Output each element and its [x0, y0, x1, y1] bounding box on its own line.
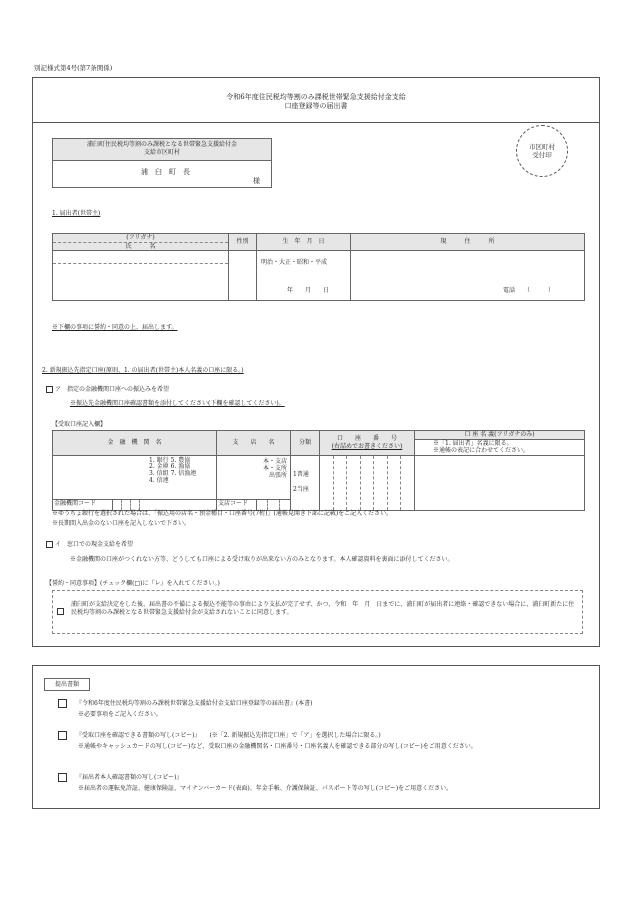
title-line-2: 口座登録等の届出書: [284, 101, 348, 110]
recipient-box: [52, 138, 272, 188]
recipient-org-line-1: 浦臼町住民税均等割のみ課税となる世帯緊急支援給付金: [86, 141, 237, 148]
branch-header: 支 店 名: [217, 431, 291, 456]
document-1-note: ※必要事項をご記入ください。: [78, 711, 163, 718]
account-no-header: [320, 431, 415, 456]
yucho-note: ※ゆうちょ銀行を選択された場合は、「振込用の店名・預金種目・口座番号(7桁)」(通帳見開き下部に記載)をご記入ください。: [52, 510, 393, 517]
branch-input-cell[interactable]: [217, 455, 291, 510]
section1-heading: 1. 届出者(世帯主): [52, 210, 101, 217]
bank-input-cell[interactable]: [53, 455, 217, 510]
recipient-org-line-2: 支給市区町村: [143, 148, 180, 156]
furigana-input[interactable]: [53, 251, 228, 264]
phone-label: 電話 （ ）: [503, 287, 555, 294]
account-type-1[interactable]: 1普通: [293, 471, 309, 479]
furigana-label: (フリガナ): [53, 234, 228, 243]
pledge-text: 浦臼町が支給決定をした後、届出書の不備による振込不能等の事由により支払が完了せず、かつ、令和 年 月 日までに、浦臼町が届出者に連絡・確認できない場合に、浦臼町新たに住民税均等割のみ課税となる世帯緊急支援給付金が支給されないことに同意します。: [71, 601, 575, 616]
recipient-org: [53, 139, 271, 161]
name-header: [53, 234, 229, 251]
document-2-title: 『受取口座を確認できる書類の写し(コピー)』 (※「2. 新規振込先指定口座」で「ア」を選択した場合に限る。): [76, 732, 381, 739]
document-3-title: 『届出者本人確認書類の写し(コピー)』: [76, 774, 183, 781]
option-i-checkbox[interactable]: [46, 541, 53, 548]
account-no-boxes[interactable]: [320, 456, 414, 510]
mayor-name: 浦 臼 町 長: [141, 168, 190, 176]
option-a-row[interactable]: [46, 386, 169, 394]
gender-input-cell[interactable]: [229, 251, 257, 301]
holder-label: 口 座 名 義(フリガナのみ): [415, 431, 584, 440]
date-format: 年 月 日: [287, 287, 330, 294]
dob-input-cell[interactable]: [257, 251, 351, 301]
reception-stamp: 市区町村 受付印: [516, 125, 568, 177]
pledge-checkbox[interactable]: [57, 608, 64, 615]
bank-code-boxes[interactable]: [112, 500, 148, 510]
address-header: 現 住 所: [351, 234, 585, 251]
document-1-checkbox[interactable]: [58, 699, 67, 708]
branch-code-label: 支店コード: [218, 499, 249, 507]
option-i-row[interactable]: [46, 541, 133, 549]
name-label: 氏 名: [125, 242, 156, 250]
option-a-note: ※振込先金融機関口座確認書類を添付してください(下欄を確認してください)。: [70, 400, 285, 407]
bank-code-row[interactable]: [53, 499, 216, 510]
account-no-label: 口 座 番 号: [336, 435, 397, 443]
title-line-1: 令和6年度住民税均等割のみ課税世帯緊急支援給付金支給: [226, 93, 406, 101]
era-options: 明治・大正・昭和・平成: [261, 259, 328, 266]
type-header: 分類: [291, 431, 320, 456]
account-no-sublabel: (右詰めでお書きください): [331, 442, 403, 450]
document-3-note: ※届出者の運転免許証、健康保険証、マイナンバーカード(表面)、年金手帳、介護保険証、パスポート等の写し(コピー)をご用意ください。: [78, 785, 453, 792]
holder-header: [415, 431, 585, 456]
name-input-cell[interactable]: [53, 251, 229, 301]
documents-heading: 提出書類: [44, 678, 90, 691]
branch-types: 本・支店 本・支所 出張所: [262, 457, 287, 479]
pledge-heading: 【誓約・同意事項】(チェック欄(□)に『レ』を入れてください。): [46, 580, 220, 587]
holder-note-1: ※「1. 届出者」名義に限る。: [415, 440, 584, 448]
long-unused-note: ※長期間入出金のない口座を記入しないで下さい。: [52, 520, 191, 527]
document-1-title: 『令和6年度住民税均等割のみ課税世帯緊急支援給付金支給口座登録等の届出書』(本書): [76, 700, 313, 707]
holder-note-2: ※通帳の表記に合わせてください。: [415, 447, 584, 455]
title-divider: [33, 122, 599, 123]
option-a-checkbox[interactable]: [46, 386, 53, 393]
account-table: [52, 430, 585, 511]
account-type-2[interactable]: 2当座: [293, 485, 309, 493]
dob-header: 生 年 月 日: [257, 234, 351, 251]
branch-code-boxes[interactable]: [256, 500, 290, 510]
address-input-cell[interactable]: [351, 251, 585, 301]
section2-heading: 2. 新規振込先指定口座(原則、1. の届出者(世帯主)本人名義の口座に限る。): [42, 367, 244, 374]
option-i-note: ※金融機関の口座がつくれない方等、どうしても口座による受け取りが出来ない方のみとなります。本人確認資料を裏面に添付してください。: [70, 556, 454, 563]
account-section-label: 【受取口座記入欄】: [52, 421, 107, 428]
document-3-checkbox[interactable]: [58, 773, 67, 782]
account-type-cell[interactable]: [291, 455, 320, 510]
document-2-note: ※通帳やキャッシュカードの写し(コピー)など、受取口座の金融機関名・口座番号・口座名義人を確認できる部分の写し(コピー)をご用意ください。: [78, 743, 477, 750]
bank-types: 1. 銀行 5. 農協 2. 金庫 6. 漁協 3. 信組 7. 信漁連 4. 信連: [149, 456, 197, 485]
holder-input-cell[interactable]: [415, 455, 585, 510]
gender-header: 性別: [229, 234, 257, 251]
applicant-table: [52, 233, 585, 301]
pledge-box: [52, 590, 583, 634]
branch-code-row[interactable]: [217, 499, 290, 510]
document-2-checkbox[interactable]: [58, 731, 67, 740]
option-i-label: イ 窓口での現金支給を希望: [55, 541, 134, 548]
form-title: [33, 93, 599, 111]
account-no-input[interactable]: [320, 455, 415, 510]
option-a-label: ア 指定の金融機関口座への振込みを希望: [55, 386, 170, 393]
bank-code-label: 金融機関コード: [54, 499, 97, 507]
honorific: 様: [253, 177, 260, 185]
consent-note: ※下欄の事項に誓約・同意の上、届出します。: [52, 324, 178, 331]
form-code: 別記様式第4号(第7条関係): [34, 64, 113, 72]
bank-header: 金 融 機 関 名: [53, 431, 217, 456]
